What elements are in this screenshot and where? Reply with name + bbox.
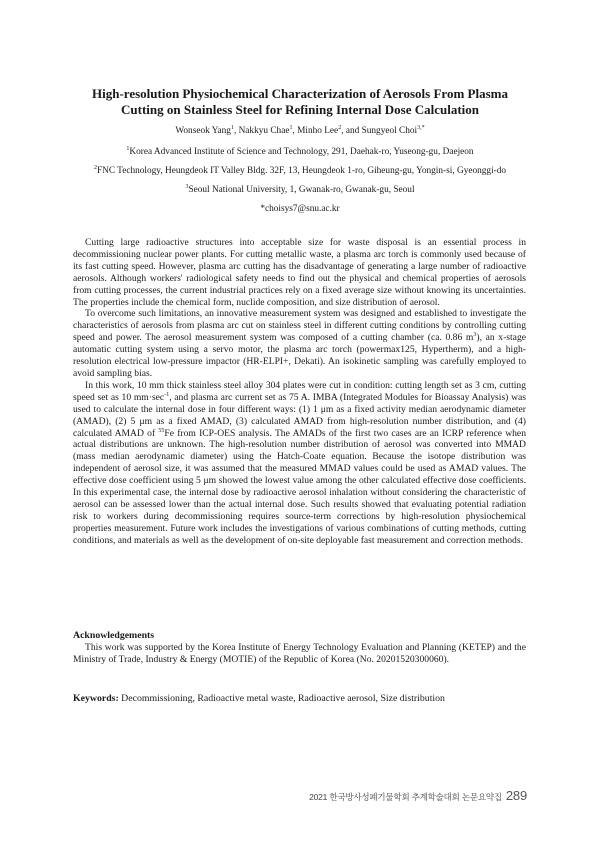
paragraph-3	[73, 380, 526, 547]
author-name: Minho Lee	[297, 126, 339, 136]
affiliation-sup: 3	[185, 183, 189, 190]
author-affil-sup: 2	[338, 124, 342, 131]
paragraph-3-text: , and plasma arc current set as 75 A. IMBA (Integrated Modules for Bioassay Analysis) was used to calculate the internal dose in four different ways: (1) 1 μm as a fixed activity median aerodynamic diameter (AMAD), (2) 5 μm as a fixed AMAD, (3) calculated AMAD from high-resolution number distribution, and (4) calculated AMAD of	[73, 391, 526, 439]
paragraph-2	[73, 308, 526, 379]
author-affil-sup: 3,*	[417, 124, 425, 131]
affiliation-text: Seoul National University, 1, Gwanak-ro, Gwanak-gu, Seoul	[188, 185, 415, 195]
keywords-label: Keywords:	[73, 693, 119, 704]
paragraph-3-text: Fe from ICP-OES analysis. The AMADs of the first two cases are an ICRP reference when actual distributions are unknown. The high-resolution number distribution of aerosol was converted into MMAD (mass median aerodynamic diameter) using the Hatch-Coate equation. Because the isotope distribution was independent of aerosol size, it was assumed that the measured MMAD values could be used as AMAD values. The effective dose coefficient using 5 μm showed the lowest value among the other calculated effective dose coefficients. In this experimental case, the internal dose by radioactive aerosol inhalation without considering the characteristic of aerosol can be assessed lower than the actual internal dose. Such results showed that evaluating potential radiation risk to workers during decommissioning requires source-term corrections by high-resolution physiochemical properties measurement. Future work includes the investigations of various combinations of cutting methods, cutting conditions, and materials as well as the development of on-site deployable fast measurement and correction methods.	[73, 427, 526, 546]
paper-title	[60, 86, 540, 118]
cubic-sup: 3	[473, 332, 477, 339]
page-number: 289	[505, 788, 527, 803]
keywords-line	[73, 693, 526, 704]
author-affil-sup: 1	[289, 124, 293, 131]
paragraph-3-text: In this work, 10 mm thick stainless steel alloy 304 plates were cut in condition: cutting length set as 3 cm, cutting speed set as 10 mm·sec	[73, 379, 526, 403]
isotope-mass-sup: 55	[158, 427, 165, 434]
author-name: Sungyeol Choi	[361, 126, 418, 136]
corresponding-email[interactable]: *choisys7@snu.ac.kr	[260, 204, 340, 214]
page-footer	[309, 788, 527, 803]
title-line-2: Cutting on Stainless Steel for Refining Internal Dose Calculation	[121, 102, 479, 117]
affiliation-sup: 2	[93, 164, 97, 171]
unit-exponent-sup: -1	[164, 391, 170, 398]
keywords-text: Decommissioning, Radioactive metal waste, Radioactive aerosol, Size distribution	[118, 693, 445, 704]
paragraph-1: Cutting large radioactive structures into acceptable size for waste disposal is an essential process in decommissioning nuclear power plants. For cutting metallic waste, a plasma arc torch is commonly used because of its fast cutting speed. However, plasma arc cutting has the disadvantage of generating a large number of radioactive aerosols. Although workers' radiological safety needs to find out the physical and chemical properties of aerosols from cutting processes, the current industrial practices rely on a fixed average size without knowing its uncertainties. The properties include the chemical form, nuclide composition, and size distribution of aerosol.	[73, 237, 526, 308]
footer-text: 2021 한국방사성폐기물학회 추계학술대회 논문요약집	[309, 792, 502, 802]
author-separator: ,	[292, 126, 298, 136]
author-list	[20, 125, 580, 137]
affiliation-3	[20, 184, 580, 196]
title-line-1: High-resolution Physiochemical Characterization of Aerosols From Plasma	[92, 86, 508, 101]
paragraph-2-text: ), an x-stage automatic cutting system using a servo motor, the plasma arc torch (powermax125, Hypertherm), and a high-resolution electrical low-pressure impactor (HR-ELPI+, Dekati). An isokinetic sampling was carefully employed to avoid sampling bias.	[73, 332, 526, 379]
acknowledgements-text: This work was supported by the Korea Institute of Energy Technology Evaluation and Planning (KETEP) and the Ministry of Trade, Industry & Energy (MOTIE) of the Republic of Korea (No. 20201520300060).	[73, 642, 526, 665]
affiliation-2	[20, 165, 580, 177]
author-separator: , and	[341, 126, 362, 136]
paragraph-2-text: To overcome such limitations, an innovative measurement system was designed and established to investigate the characteristics of aerosols from plasma arc cut on stainless steel in different cutting conditions by controlling cutting speed and power. The aerosol measurement system was composed of a cutting chamber (ca. 0.86 m	[73, 308, 526, 344]
affiliation-text: Korea Advanced Institute of Science and Technology, 291, Daehak-ro, Yuseong-gu, Daejeon	[129, 147, 474, 157]
affiliation-sup: 1	[126, 145, 130, 152]
acknowledgements-heading: Acknowledgements	[73, 630, 155, 641]
author-separator: ,	[233, 126, 239, 136]
abstract-body	[73, 237, 526, 547]
author-name: Nakkyu Chae	[238, 126, 290, 136]
author-name: Wonseok Yang	[175, 126, 231, 136]
author-affil-sup: 1	[230, 124, 234, 131]
affiliation-text: FNC Technology, Heungdeok IT Valley Bldg. 32F, 13, Heungdeok 1-ro, Giheung-gu, Yongin-si, Gyeonggi-do	[96, 166, 507, 176]
affiliation-1	[20, 146, 580, 158]
